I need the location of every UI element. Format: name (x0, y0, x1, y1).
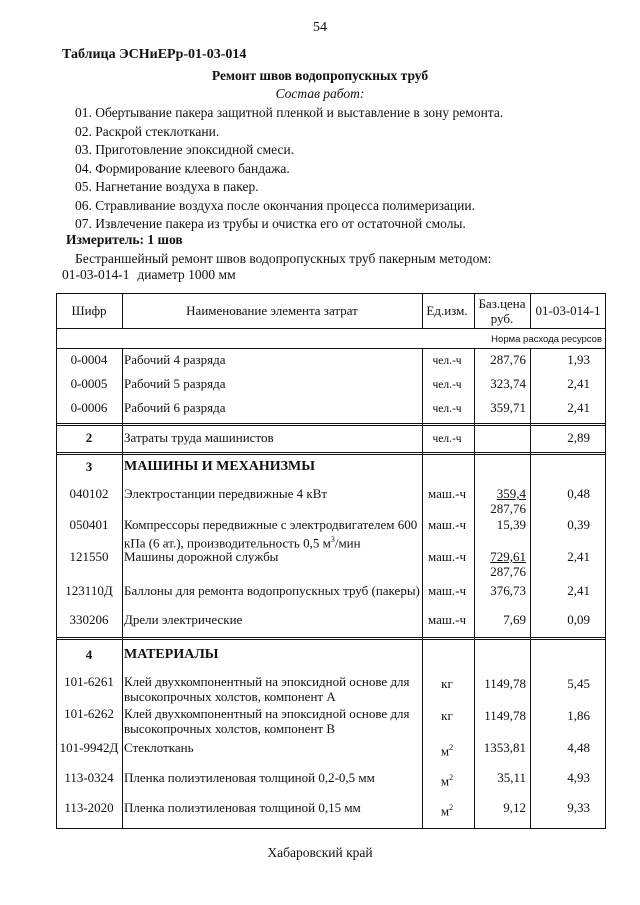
variant-code: 01-03-014-1 (62, 267, 130, 282)
row-name: Рабочий 6 разряда (124, 400, 226, 415)
section-title: МАШИНЫ И МЕХАНИЗМЫ (124, 459, 316, 474)
row-price: 1149,78 (484, 676, 526, 691)
row-unit: чел.-ч (432, 379, 462, 391)
row-price: 9,12 (503, 800, 526, 815)
row-code: 101-9942Д (59, 740, 119, 755)
row-norm: 0,09 (567, 612, 590, 627)
row-price: 359,71 (490, 400, 526, 415)
row-divider (56, 328, 606, 329)
row-code: 123110Д (65, 583, 113, 598)
row-norm: 4,93 (567, 770, 590, 785)
row-code: 113-0324 (64, 770, 114, 785)
table-title: Таблица ЭСНиЕРр-01-03-014 (62, 47, 247, 62)
row-norm: 2,41 (567, 400, 590, 415)
row-unit: чел.-ч (432, 355, 462, 367)
row-unit: маш.-ч (427, 583, 467, 598)
row-code: 101-6262 (64, 706, 114, 721)
row-code: 0-0004 (70, 352, 108, 367)
row-unit (422, 770, 472, 788)
work-step: 03. Приготовление эпоксидной смеси. (75, 142, 295, 157)
header-name: Наименование элемента затрат (186, 303, 358, 318)
row-price-secondary: 287,76 (490, 501, 526, 516)
row-name: Машины дорожной службы (124, 549, 279, 564)
row-unit-superscript: 2 (449, 743, 454, 752)
row-unit: кг (441, 676, 453, 691)
row-name: Клей двухкомпонентный на эпоксидной основе для высокопрочных холстов, компонент А (124, 674, 410, 704)
method-description: Бестраншейный ремонт швов водопропускных труб пакерным методом: (75, 251, 492, 266)
work-step: 07. Извлечение пакера из трубы и очистка его от остаточной смолы. (75, 216, 466, 231)
row-name: Электростанции передвижные 4 кВт (124, 486, 328, 501)
row-code: 113-2020 (64, 800, 114, 815)
row-unit: чел.-ч (432, 433, 462, 445)
header-price (474, 296, 530, 326)
header-price-line2: руб. (490, 311, 514, 326)
row-norm: 2,89 (567, 430, 590, 445)
row-price: 1353,81 (483, 740, 526, 755)
section-divider (56, 452, 606, 455)
header-code: Шифр (71, 303, 107, 318)
row-name: Рабочий 4 разряда (124, 352, 226, 367)
row-code: 0-0005 (70, 376, 108, 391)
row-divider (56, 348, 606, 349)
work-step: 02. Раскрой стеклоткани. (75, 123, 220, 139)
row-unit (422, 800, 472, 818)
row-name: Клей двухкомпонентный на эпоксидной основе для высокопрочных холстов, компонент В (124, 706, 410, 736)
row-code: 040102 (69, 486, 109, 501)
row-unit (422, 740, 472, 758)
header-price-line1: Баз.цена (478, 296, 526, 311)
row-norm: 1,93 (567, 352, 590, 367)
row-unit-superscript: 2 (449, 803, 454, 812)
work-step: 01. Обертывание пакера защитной пленкой и выставление в зону ремонта. (75, 105, 504, 120)
work-steps-list (75, 104, 503, 234)
row-name: Рабочий 5 разряда (124, 376, 226, 391)
page-number: 54 (313, 20, 327, 35)
row-name-superscript: 3 (330, 535, 335, 544)
row-norm: 0,39 (567, 517, 590, 532)
row-name: Пленка полиэтиленовая толщиной 0,2-0,5 мм (124, 770, 375, 785)
row-price: 376,73 (490, 583, 526, 598)
row-unit: кг (441, 708, 453, 723)
row-price: 35,11 (497, 770, 526, 785)
section-divider (56, 423, 606, 426)
row-code: 121550 (69, 549, 109, 564)
row-price: 1149,78 (484, 708, 526, 723)
row-name: Дрели электрические (124, 612, 243, 627)
row-price-secondary: 287,76 (490, 564, 526, 579)
section-title: МАТЕРИАЛЫ (124, 647, 219, 662)
norm-note: Норма расхода ресурсов (491, 334, 602, 345)
row-unit-base: м (440, 743, 450, 759)
row-price: 287,76 (490, 352, 526, 367)
row-name (124, 517, 420, 550)
row-price: 7,69 (503, 612, 526, 627)
row-price: 323,74 (490, 376, 526, 391)
variant-description: диаметр 1000 мм (137, 267, 236, 282)
table-subtitle: Ремонт швов водопропускных труб (211, 68, 429, 83)
col-divider (122, 293, 123, 328)
row-code: 0-0006 (70, 400, 108, 415)
row-norm: 1,86 (567, 708, 590, 723)
row-code: 330206 (69, 612, 109, 627)
row-unit: маш.-ч (427, 612, 467, 627)
row-name: Затраты труда машинистов (124, 430, 274, 445)
section-number: 4 (85, 647, 93, 662)
row-unit: чел.-ч (432, 403, 462, 415)
row-norm: 9,33 (567, 800, 590, 815)
row-name: Стеклоткань (124, 740, 194, 755)
row-price: 359,4 (496, 486, 526, 501)
row-norm: 2,41 (567, 376, 590, 391)
work-step: 05. Нагнетание воздуха в пакер. (75, 179, 259, 194)
row-code: 101-6261 (64, 674, 114, 689)
header-unit: Ед.изм. (426, 303, 468, 318)
row-unit: маш.-ч (427, 517, 467, 532)
row-unit-superscript: 2 (449, 773, 454, 782)
composition-label: Состав работ: (275, 86, 365, 101)
row-name: Пленка полиэтиленовая толщиной 0,15 мм (124, 800, 361, 815)
work-step: 04. Формирование клеевого бандажа. (75, 160, 290, 176)
row-norm: 2,41 (567, 549, 590, 564)
row-name-text: Компрессоры передвижные с электродвигателем 600 кПа (6 ат.), производительность 0,5 м (124, 517, 418, 551)
variant-line (62, 267, 236, 283)
row-norm: 4,48 (567, 740, 590, 755)
meter-label: Измеритель: 1 шов (66, 232, 183, 247)
row-name-suffix: /мин (334, 535, 361, 551)
row-code: 050401 (69, 517, 109, 532)
section-divider (56, 637, 606, 640)
row-unit-base: м (440, 773, 450, 789)
row-norm: 5,45 (567, 676, 590, 691)
section-number: 2 (85, 430, 93, 445)
row-price: 729,61 (490, 549, 526, 564)
row-unit: маш.-ч (427, 549, 467, 564)
page-footer: Хабаровский край (267, 845, 373, 860)
col-divider (122, 348, 123, 829)
work-step: 06. Стравливание воздуха после окончания процесса полимеризации. (75, 197, 475, 213)
section-number: 3 (85, 459, 93, 474)
row-name: Баллоны для ремонта водопропускных труб (пакеры) (124, 583, 420, 598)
row-norm: 2,41 (567, 583, 590, 598)
header-norm: 01-03-014-1 (535, 303, 601, 318)
row-norm: 0,48 (567, 486, 590, 501)
row-price: 15,39 (496, 517, 526, 532)
row-unit: маш.-ч (427, 486, 467, 501)
row-unit-base: м (440, 803, 450, 819)
